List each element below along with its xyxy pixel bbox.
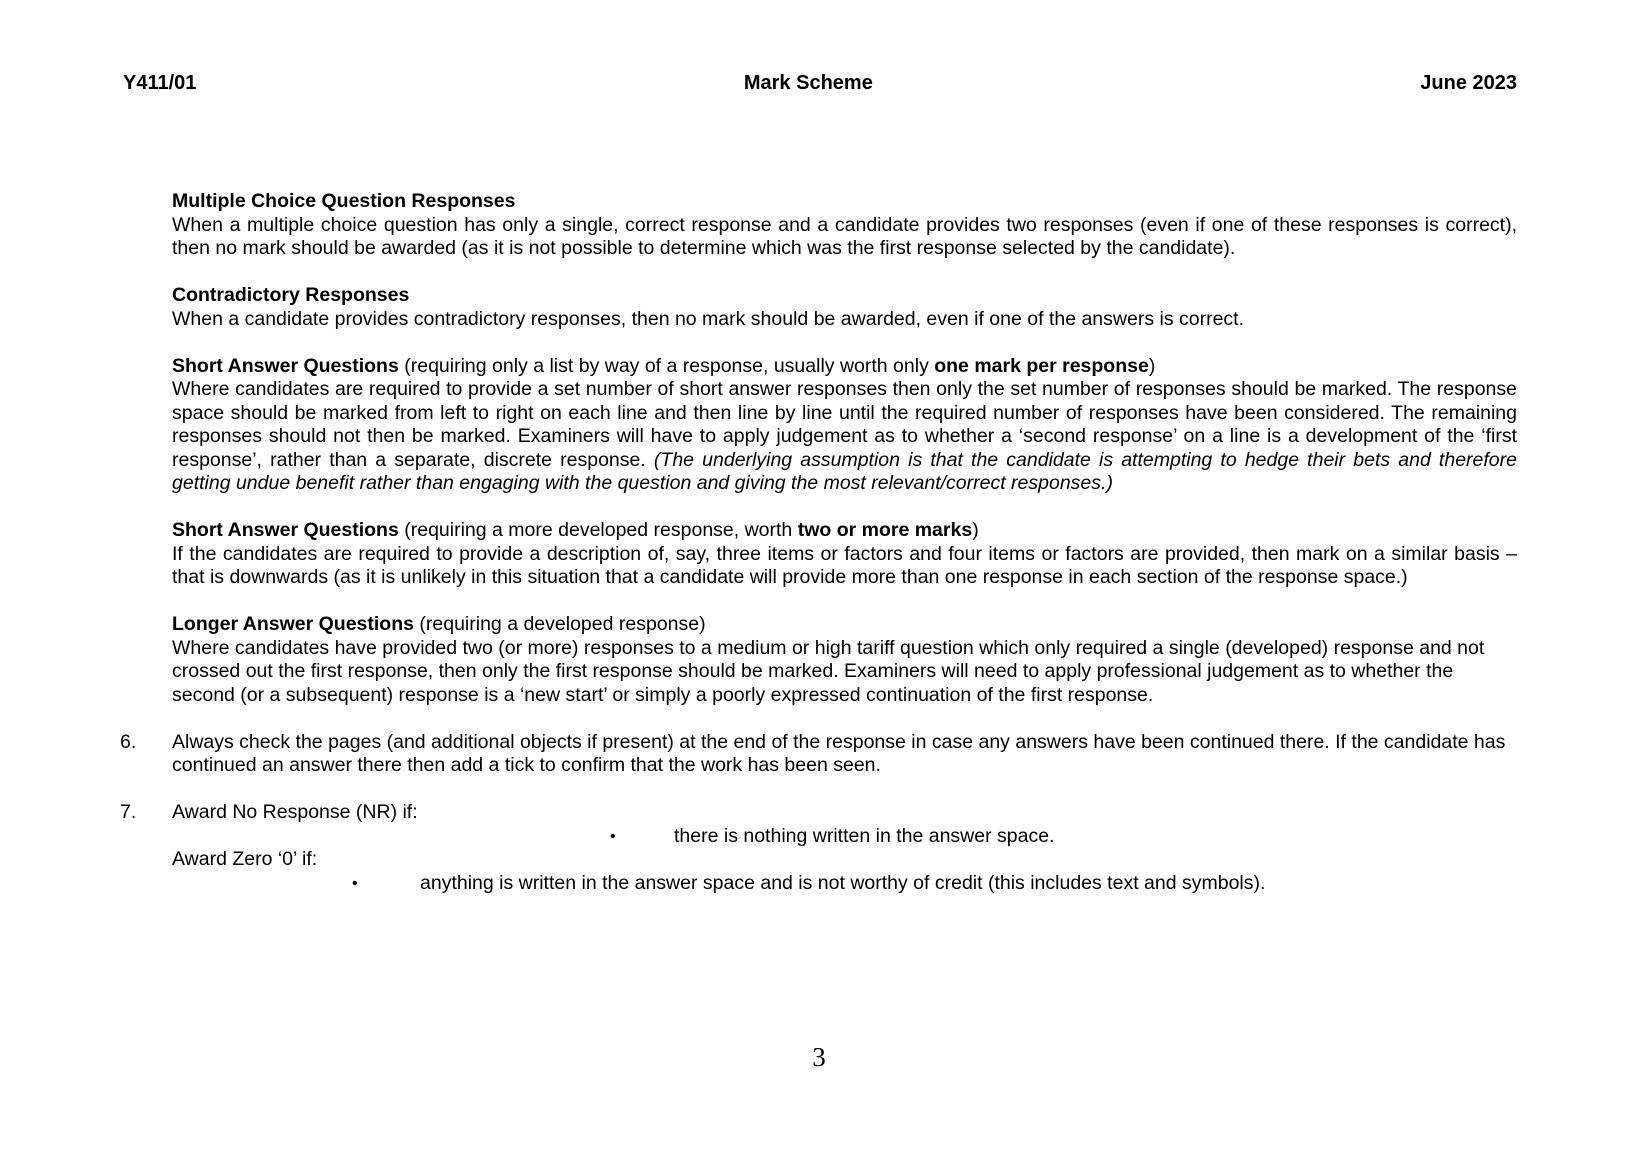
heading-text-bold: Short Answer Questions [172,519,399,541]
header-title: Mark Scheme [743,72,873,94]
heading-text-bold: Short Answer Questions [172,354,399,377]
page-number: 3 [812,1042,826,1072]
item-7-intro-no-response: Award No Response (NR) if: [172,801,418,823]
heading-text-bold: Longer Answer Questions [172,613,414,635]
heading-text-normal-2: ) [1148,354,1156,377]
section-multiple-choice-heading [172,190,1517,214]
item-7-intro-zero: Award Zero ‘0’ if: [172,848,318,870]
numbered-item-6 [120,730,1517,778]
section-short-answer-developed [172,519,1517,590]
section-longer-answer-body: Where candidates have provided two (or more) responses to a medium or high tariff question which only required a single (developed) response and not crossed out the first response, then only the first response should be marked. Examiners will need to apply professional judgement as to whether the second (or a subsequent) response is a ‘new start’ or simply a poorly expressed continuation of the first response. [172,636,1485,706]
item-6-number: 6. [120,730,137,753]
section-contradictory [172,284,1517,331]
heading-text-bold-2: one mark per response [934,354,1149,377]
bullet-icon: • [610,827,616,845]
heading-text-normal: (requiring a developed response) [413,613,706,635]
heading-text: Contradictory Responses [172,284,410,306]
heading-text: Multiple Choice Question Responses [172,190,516,212]
header-date: June 2023 [1420,72,1517,94]
section-short-answer-list-heading [172,355,1517,379]
bullet-icon: • [352,874,358,892]
section-short-answer-list [172,355,1517,496]
section-longer-answer [172,613,1517,707]
body-text-italic: (The underlying assumption is that the candidate is attempting to hedge their bets and therefore getting undue benefit rather than engaging with the question and giving the most relevant/correct responses.) [172,448,1517,494]
section-longer-answer-heading [172,613,1517,637]
document-body [120,190,1517,919]
bullet-text: there is nothing written in the answer space. [674,824,1055,847]
section-multiple-choice [172,190,1517,261]
heading-text-normal: (requiring a more developed response, worth [398,519,798,541]
header-paper-code: Y411/01 [123,72,197,94]
section-short-answer-developed-heading [172,519,1517,543]
heading-text-normal: (requiring only a list by way of a response, usually worth only [398,354,935,377]
numbered-item-7 [120,801,1517,895]
page-header [123,72,1517,96]
bullet-text: anything is written in the answer space and is not worthy of credit (this includes text and symbols). [420,871,1266,894]
section-multiple-choice-body: When a multiple choice question has only a single, correct response and a candidate provides two responses (even if one of these responses is correct), then no mark should be awarded (as it is not possible to determine which was the first response selected by the candidate). [172,213,1517,259]
section-contradictory-body: When a candidate provides contradictory responses, then no mark should be awarded, even if one of the answers is correct. [172,307,1245,330]
item-7-bullet-no-response [172,825,1517,849]
section-short-answer-developed-body: If the candidates are required to provide a description of, say, three items or factors and four items or factors are provided, then mark on a similar basis – that is downwards (as it is unlikely in this situation that a candidate will provide more than one response in each section of the response space.) [172,542,1517,588]
heading-text-normal-2: ) [972,519,979,541]
item-7-bullet-zero [172,872,1517,896]
body-text: Where candidates are required to provide a set number of short answer responses then only the set number of responses should be marked. The response space should be marked from left to right on each line and then line by line until the required number of responses have been considered. The remaining responses should not then be marked. Examiners will have to apply judgement as to whether a ‘second response’ on a line is a development of the ‘first response’, rather than a separate, discrete response. [172,378,1517,471]
item-7-number: 7. [120,801,137,823]
item-6-text: Always check the pages (and additional objects if present) at the end of the response in case any answers have been continued there. If the candidate has continued an answer there then add a tick to confirm that the work has been seen. [172,730,1506,776]
section-contradictory-heading [172,284,1517,308]
heading-text-bold-2: two or more marks [797,519,973,541]
section-short-answer-list-body [172,378,1517,496]
